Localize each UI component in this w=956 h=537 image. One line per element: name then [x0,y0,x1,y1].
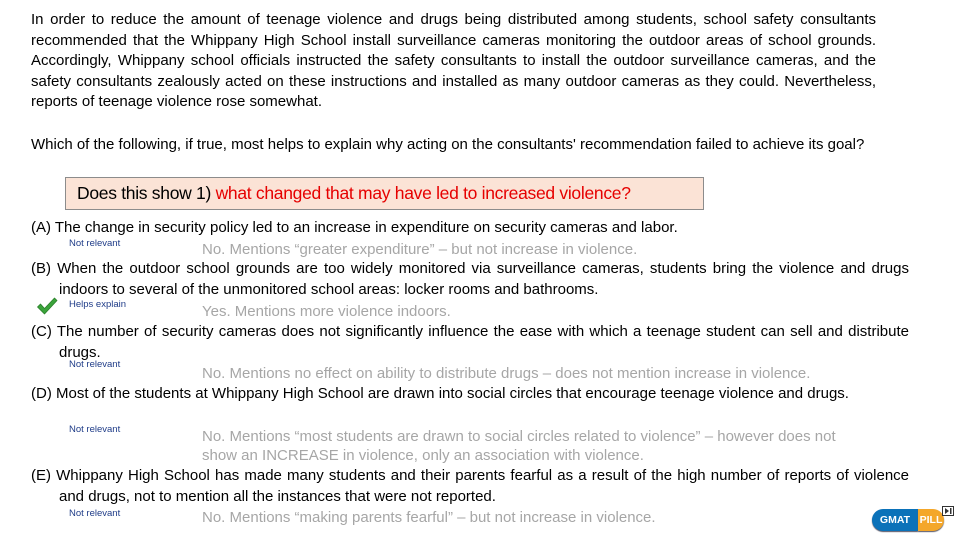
choice-d-text: (D) Most of the students at Whippany High School are drawn into social circles that encourage teenage violence and drugs. [31,385,849,402]
choice-a-tag: Not relevant [69,238,121,249]
play-icon [942,506,954,516]
choice-a [31,218,881,239]
choice-d [31,384,909,405]
choice-d-note-line-1: No. Mentions “most students are drawn to social circles related to violence” – however does not [202,428,836,445]
passage-text: In order to reduce the amount of teenage violence and drugs being distributed among students, school safety consultants recommended that the Whippany High School install surveillance cameras monitoring the outdoor areas of school grounds. Accordingly, Whippany school officials instructed the safety consultants to install the outdoor surveillance cameras, and the safety consultants zealously acted on these instructions and installed as many outdoor cameras as they could. Nevertheless, reports of teenage violence rose somewhat. [31,11,876,111]
choice-e [31,466,909,507]
choice-e-tag: Not relevant [69,508,121,519]
logo-pill-part: PILL [918,509,944,531]
checkmark-icon [36,296,58,316]
callout-highlight: what changed that may have led to increased violence? [215,183,631,203]
logo-gmat-part: GMAT [872,509,918,531]
choice-d-note-line-2: show an INCREASE in violence, only an association with violence. [202,447,644,464]
choice-e-note: No. Mentions “making parents fearful” – but not increase in violence. [202,509,656,526]
question-stem: Which of the following, if true, most helps to explain why acting on the consultants' recommendation failed to achieve its goal? [31,136,865,153]
choice-b-tag: Helps explain [69,299,127,310]
callout-box [65,177,704,210]
choice-c-tag: Not relevant [69,359,121,370]
choice-b-note: Yes. Mentions more violence indoors. [202,303,451,320]
choice-e-text: (E) Whippany High School has made many students and their parents fearful as a result of the high number of reports of violence and drugs, not to mention all the instances that were not reported. [31,467,909,505]
choice-a-text: (A) The change in security policy led to an increase in expenditure on security cameras and labor. [31,219,678,236]
gmat-pill-logo [872,506,954,534]
choice-c-text: (C) The number of security cameras does not significantly influence the ease with which a teenage student can sell and distribute drugs. [31,323,909,361]
choice-c-note: No. Mentions no effect on ability to distribute drugs – does not mention increase in violence. [202,365,811,382]
choice-c [31,322,909,363]
choice-d-tag: Not relevant [69,424,121,435]
callout-prefix: Does this show 1) [77,183,216,203]
choice-b [31,259,909,300]
choice-a-note: No. Mentions “greater expenditure” – but not increase in violence. [202,241,638,258]
choice-b-text: (B) When the outdoor school grounds are too widely monitored via surveillance cameras, students bring the violence and drugs indoors to several of the unmonitored school areas: locker rooms and bathrooms. [31,260,909,298]
